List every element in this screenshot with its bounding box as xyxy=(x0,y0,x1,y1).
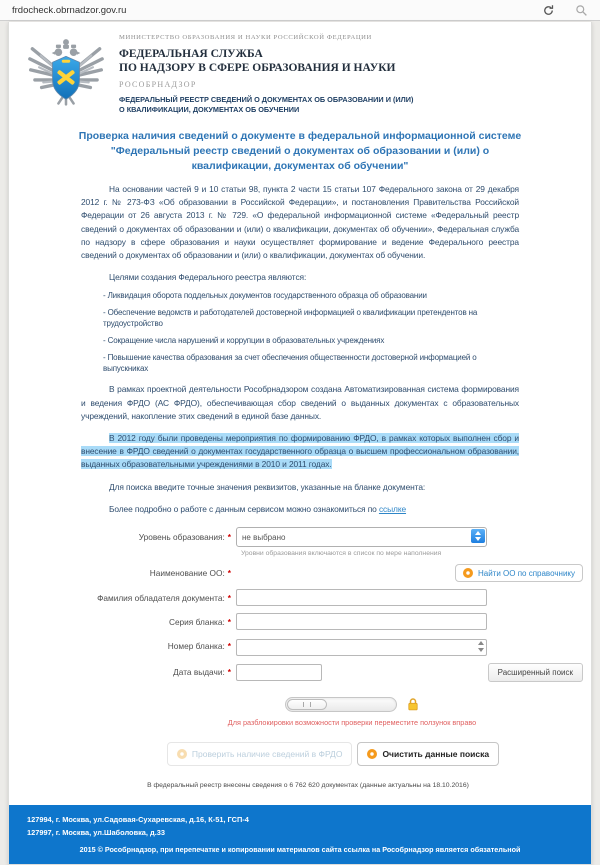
number-input[interactable] xyxy=(236,639,487,656)
search-form xyxy=(9,527,591,789)
education-level-select[interactable] xyxy=(236,527,487,547)
unlock-slider[interactable] xyxy=(285,697,397,712)
surname-label: Фамилия обладателя документа: * xyxy=(97,592,231,603)
number-label: Номер бланка: * xyxy=(167,641,231,652)
rosobrnadzor-logo xyxy=(23,32,109,106)
series-input[interactable] xyxy=(236,613,487,630)
registry-stats: В федеральный реестр внесены сведения о 6 762 620 документах (данные актуальны на 18.10.2016) xyxy=(147,781,469,789)
browser-url-bar[interactable] xyxy=(0,0,600,21)
education-level-label: Уровень образования: * xyxy=(138,532,231,543)
advanced-search-button[interactable]: Расширенный поиск xyxy=(488,663,583,682)
text-highlight: В 2012 году были проведены мероприятия по формированию ФРДО, в рамках которых выполнен сбор и внесение в ФРДО сведений о документах государственного образца о высшем профессиональном образовании, выданных образовательными учреждениями в 2010 и 2011 годах. xyxy=(81,433,519,470)
education-level-row xyxy=(9,527,591,547)
unlock-slider-zone xyxy=(9,697,591,712)
more-info-line xyxy=(81,503,519,516)
service-name-line2: ПО НАДЗОРУ В СФЕРЕ ОБРАЗОВАНИЯ И НАУКИ xyxy=(119,62,396,74)
find-organization-label: Найти ОО по справочнику xyxy=(477,568,575,578)
highlighted-paragraph xyxy=(81,432,519,472)
orange-dot-icon xyxy=(367,749,377,759)
search-instruction: Для поиска введите точные значения реквизитов, указанные на бланке документа: xyxy=(109,481,426,492)
organization-row xyxy=(9,564,591,582)
number-row xyxy=(9,637,591,656)
search-icon[interactable] xyxy=(575,4,588,17)
select-value: не выбрано xyxy=(242,532,286,542)
service-name xyxy=(119,47,413,75)
goal-item: - Обеспечение ведомств и работодателей достоверной информацией о квалификации претендентов на трудоустройство xyxy=(103,308,478,329)
check-document-button[interactable] xyxy=(167,742,353,766)
required-mark: * xyxy=(227,641,231,652)
url-text[interactable]: frdocheck.obrnadzor.gov.ru xyxy=(12,4,127,16)
registry-name-line1: ФЕДЕРАЛЬНЫЙ РЕЕСТР СВЕДЕНИЙ О ДОКУМЕНТАХ ОБ ОБРАЗОВАНИИ И (ИЛИ) xyxy=(119,95,414,104)
find-organization-button[interactable] xyxy=(455,564,583,582)
clear-search-button[interactable] xyxy=(357,742,499,766)
frdo-paragraph: В рамках проектной деятельности Рособрнадзором создана Автоматизированная система формирования и ведения ФРДО (АС ФРДО), обеспечивающая сбор сведений о выданных документах с образовательных учреждений, накопление этих сведений в единой базе данных. xyxy=(81,384,519,421)
clear-search-label: Очистить данные поиска xyxy=(382,748,490,759)
registry-name-line2: О КВАЛИФИКАЦИИ, ДОКУМЕНТАХ ОБ ОБУЧЕНИИ xyxy=(119,105,300,114)
number-spinner-icon[interactable] xyxy=(476,639,485,654)
check-document-label: Проверить наличие сведений в ФРДО xyxy=(191,748,343,759)
goal-item: - Сокращение числа нарушений и коррупции в образовательных учреждениях xyxy=(103,336,385,346)
select-arrows-icon xyxy=(471,529,485,543)
service-abbr: РОСОБРНАДЗОР xyxy=(119,80,197,89)
goal-item: - Повышение качества образования за счет обеспечения общественности достоверной информацией о выпускниках xyxy=(103,353,477,374)
more-info-text: Более подробно о работе с данным сервисом можно ознакомиться по xyxy=(109,503,377,514)
page-title: Проверка наличия сведений о документе в федеральной информационной системе "Федеральный реестр сведений о документах об образовании и (или) о квалификации, документах об обучении" xyxy=(78,130,522,172)
slider-hint: Для разблокировки возможности проверки переместите ползунок вправо xyxy=(227,717,477,727)
series-row xyxy=(9,613,591,630)
goals-intro: Целями создания Федерального реестра являются: xyxy=(109,272,307,283)
orange-dot-icon xyxy=(463,568,473,578)
issue-date-row xyxy=(9,663,591,682)
required-mark: * xyxy=(227,568,231,579)
registry-name xyxy=(119,95,413,115)
surname-row xyxy=(9,589,591,606)
lock-icon xyxy=(407,697,419,711)
required-mark: * xyxy=(227,592,231,603)
surname-input[interactable] xyxy=(236,589,487,606)
footer-address-1: 127994, г. Москва, ул.Садовая-Сухаревская, д.16, К-51, ГСП-4 xyxy=(27,814,249,824)
required-mark: * xyxy=(227,667,231,678)
site-footer xyxy=(9,805,591,864)
ministry-line: МИНИСТЕРСТВО ОБРАЗОВАНИЯ И НАУКИ РОССИЙСКОЙ ФЕДЕРАЦИИ xyxy=(119,34,372,41)
intro-paragraph: На основании частей 9 и 10 статьи 98, пункта 2 части 15 статьи 107 Федерального закона от 29 декабря 2012 г. № 273-ФЗ «Об образовании в Российской Федерации», и постановления Правительства Российской Федерации от 26 августа 2013 г. № 729. «О федеральной информационной системе «Федеральный реестр сведений о документах об образовании и (или) о квалификации, документах об обучении», Федеральная служба по надзору в сфере образования и науки осуществляет формирование и ведение Федерального реестра сведений о документах об образовании и (или) о квалификации, документах об обучении. xyxy=(81,184,519,261)
goals-list xyxy=(81,290,519,374)
required-mark: * xyxy=(227,616,231,627)
footer-copyright: 2015 © Рособрнадзор, при перепечатке и копировании материалов сайта ссылка на Рособрнадзор является обязательной xyxy=(79,844,521,854)
required-mark: * xyxy=(227,532,231,543)
body-text xyxy=(9,183,591,516)
page-content xyxy=(8,22,592,865)
goal-item: - Ликвидация оборота поддельных документов государственного образца об образовании xyxy=(103,291,427,301)
issue-date-label: Дата выдачи: * xyxy=(173,667,231,678)
header-text xyxy=(119,32,413,115)
issue-date-input[interactable] xyxy=(236,664,322,681)
education-level-hint: Уровни образования включаются в список по мере наполнения xyxy=(241,550,442,558)
form-actions xyxy=(9,742,591,766)
refresh-icon[interactable] xyxy=(542,4,555,17)
site-header xyxy=(9,22,591,115)
slider-handle[interactable] xyxy=(287,699,327,710)
series-label: Серия бланка: * xyxy=(168,616,231,627)
service-name-line1: ФЕДЕРАЛЬНАЯ СЛУЖБА xyxy=(119,48,263,60)
organization-label: Наименование ОО: * xyxy=(149,568,231,579)
orange-dot-icon xyxy=(177,749,187,759)
footer-address-2: 127997, г. Москва, ул.Шаболовка, д.33 xyxy=(27,827,165,837)
details-link[interactable]: ссылке xyxy=(378,503,407,514)
